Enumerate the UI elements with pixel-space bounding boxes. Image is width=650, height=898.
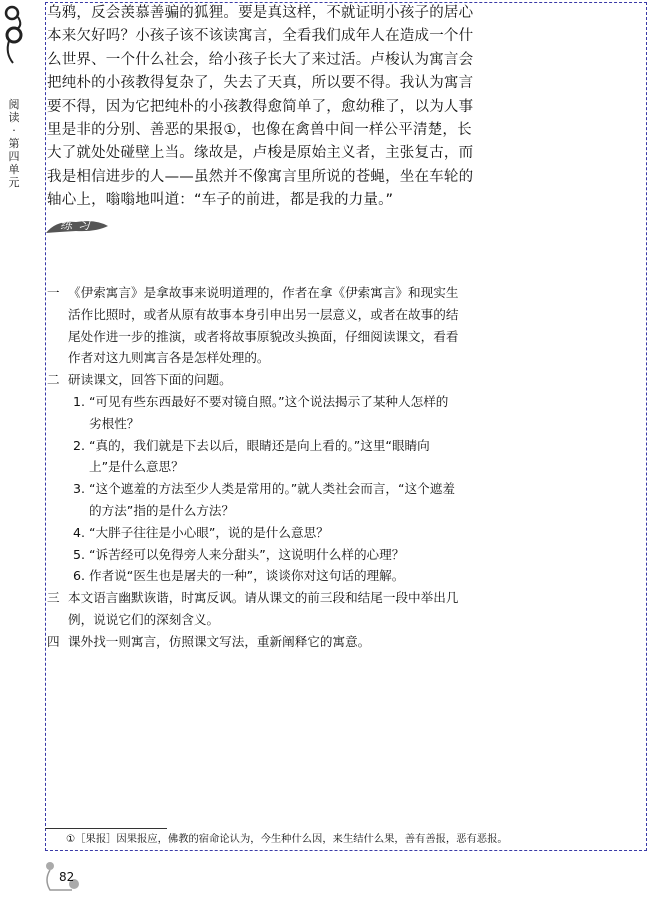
page-number: 82 xyxy=(59,870,75,884)
body-line: 么世界、一个什么社会，给小孩子长大了来过活。卢梭认为寓言会 xyxy=(47,51,474,68)
exercise-number: 四 xyxy=(47,633,60,649)
exercise-line: 1. “可见有些东西最好不要对镜自照。”这个说法揭示了某种人怎样的 xyxy=(73,394,449,409)
floral-ornament-icon xyxy=(3,3,25,67)
body-line: 轴心上，嗡嗡地叫道：“车子的前进，都是我的力量。” xyxy=(47,192,394,209)
body-line: 里是非的分别、善恶的果报①，也像在禽兽中间一样公平清楚，长 xyxy=(47,122,472,138)
exercise-line: 5. “诉苦经可以免得旁人来分甜头”，这说明什么样的心理？ xyxy=(73,546,405,562)
page-number-badge xyxy=(42,860,82,894)
exercise-number: 二 xyxy=(47,372,60,388)
body-line: 把纯朴的小孩教得复杂了，失去了天真，所以要不得。我认为寓言 xyxy=(47,75,474,92)
exercise-line: 活作比照时，或者从原有故事本身引申出另一层意义，或者在故事的结 xyxy=(68,306,459,322)
body-line: 大了就处处碰壁上当。缘故是，卢梭是原始主义者，主张复古，而 xyxy=(47,145,474,162)
exercise-line: 例，说说它们的深刻含义。 xyxy=(68,612,220,627)
exercise-line: 劣根性？ xyxy=(73,415,140,431)
exercise-line: 3. “这个遮羞的方法至少人类是常用的。”就人类社会而言，“这个遮羞 xyxy=(73,481,455,497)
unit-label: 阅读·第四单元 xyxy=(8,98,20,189)
body-line: 乌鸦，反会羡慕善骗的狐狸。要是真这样，不就证明小孩子的居心 xyxy=(47,5,474,21)
exercise-line: 《伊索寓言》是拿故事来说明道理的，作者在拿《伊索寓言》和现实生 xyxy=(68,285,459,300)
exercise-line: 课外找一则寓言，仿照课文写法，重新阐释它的寓意。 xyxy=(68,633,371,649)
exercise-number: 一 xyxy=(47,285,60,300)
practice-heading xyxy=(46,216,108,234)
footnote-rule xyxy=(45,828,167,829)
exercise-line: 2. “真的，我们就是下去以后，眼睛还是向上看的。”这里“眼睛向 xyxy=(73,437,430,453)
exercise-line: 4. “大胖子往往是小心眼”，说的是什么意思？ xyxy=(73,524,329,540)
exercise-line: 6. 作者说“医生也是屠夫的一种”，谈谈你对这句话的理解。 xyxy=(73,568,405,584)
footnote: ①［果报］因果报应，佛教的宿命论认为，今生种什么因，来生结什么果，善有善报，恶有恶报。 xyxy=(66,833,508,845)
exercise-line: 研读课文，回答下面的问题。 xyxy=(68,372,232,388)
body-line: 我是相信进步的人——虽然并不像寓言里所说的苍蝇，坐在车轮的 xyxy=(47,168,474,185)
body-line: 要不得，因为它把纯朴的小孩教得愈简单了，愈幼稚了，以为人事 xyxy=(47,98,474,115)
exercise-line: 作者对这九则寓言各是怎样处理的。 xyxy=(68,350,270,366)
exercise-number: 三 xyxy=(47,590,60,606)
practice-heading-text: 练习 xyxy=(60,218,97,232)
exercise-line: 上”是什么意思？ xyxy=(73,459,184,475)
exercise-line: 的方法”指的是什么方法？ xyxy=(73,503,235,518)
body-line: 本来欠好吗？小孩子该不该读寓言，全看我们成年人在造成一个什 xyxy=(47,28,474,45)
exercise-line: 尾处作进一步的推演，或者将故事原貌改头换面，仔细阅读课文，看看 xyxy=(68,328,459,344)
exercise-line: 本文语言幽默诙谐，时寓反讽。请从课文的前三段和结尾一段中举出几 xyxy=(68,590,459,606)
